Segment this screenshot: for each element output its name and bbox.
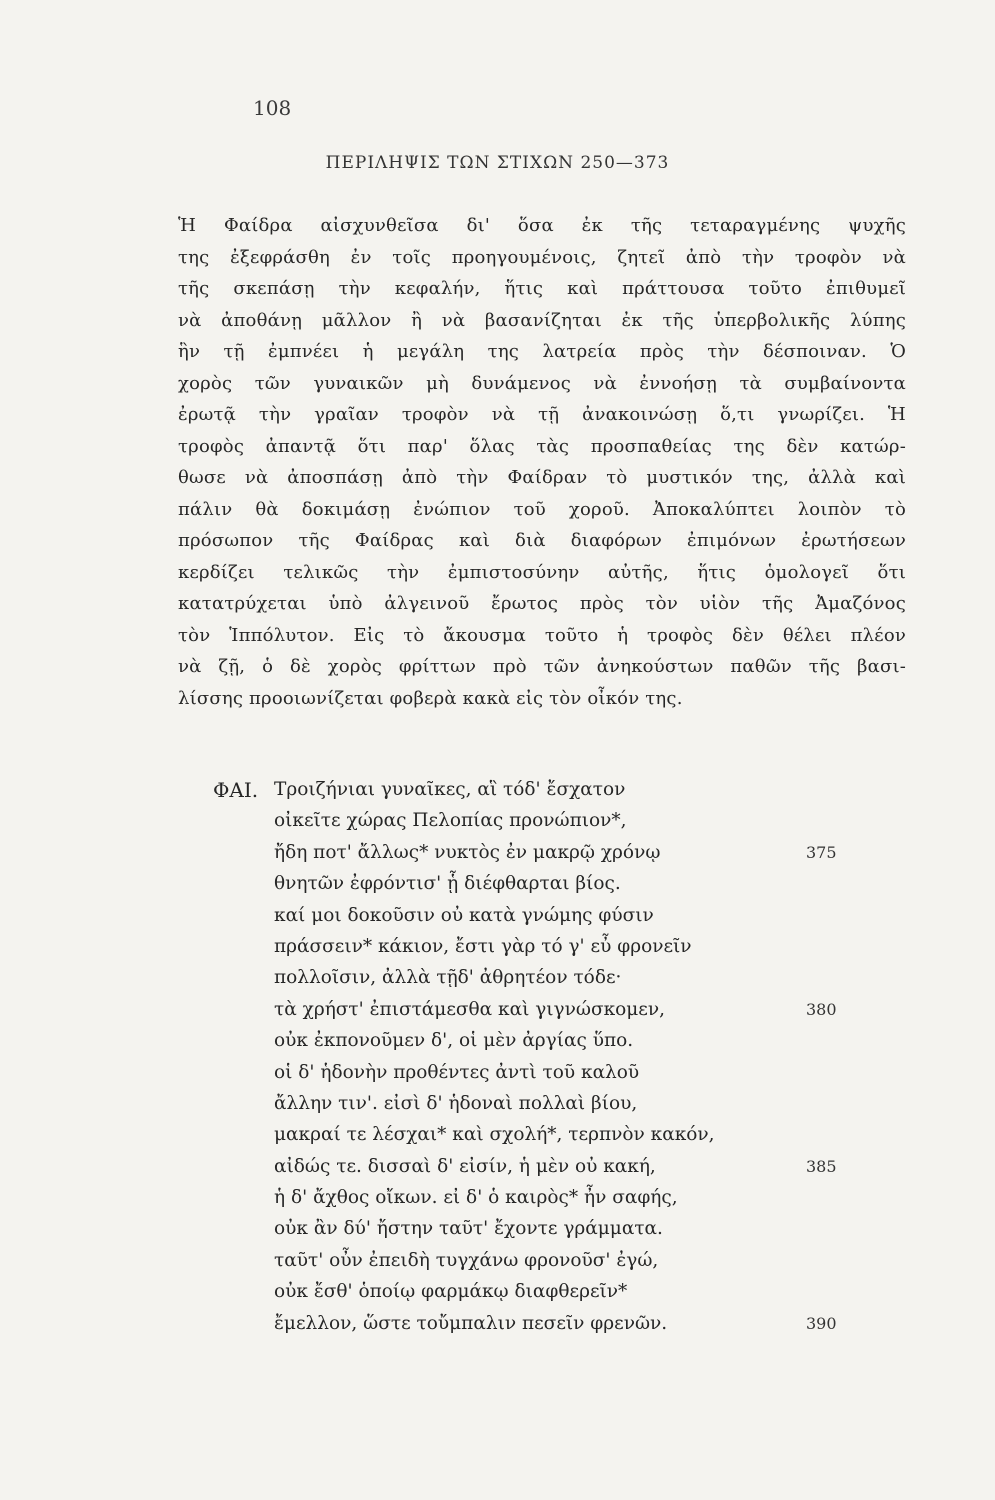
verse-line: [274, 962, 914, 993]
verse-line: [274, 837, 914, 868]
verse-line: [274, 1308, 914, 1339]
verse-text: ταῦτ' οὖν ἐπειδὴ τυγχάνω φρονοῦσ' ἐγώ,: [274, 1249, 659, 1271]
verse-text: οὐκ ἐκπονοῦμεν δ', οἱ μὲν ἀργίας ὕπο.: [274, 1030, 634, 1052]
summary-line: της ἐξεφράσθη ἐν τοῖς προηγουμένοις, ζητεῖ ἀπὸ τὴν τροφὸν νὰ: [178, 246, 906, 268]
line-number: 390: [806, 1313, 837, 1333]
verse-text: ἔμελλον, ὥστε τοὔμπαλιν πεσεῖν φρενῶν.: [274, 1312, 668, 1334]
verse-line: [274, 1025, 914, 1056]
verse-line: [274, 900, 914, 931]
verse-text: Τροιζήνιαι γυναῖκες, αἳ τόδ' ἔσχατον: [274, 779, 626, 800]
verse-text: ἤδη ποτ' ἄλλως* νυκτὸς ἐν μακρῷ χρόνῳ: [274, 841, 661, 863]
verse-text: θνητῶν ἐφρόντισ' ᾗ διέφθαρται βίος.: [274, 873, 621, 895]
verse-line: [274, 1245, 914, 1276]
verse-line: [274, 774, 914, 805]
summary-line: πάλιν θὰ δοκιμάσῃ ἐνώπιον τοῦ χοροῦ. Ἀποκαλύπτει λοιπὸν τὸ: [178, 498, 906, 520]
verse-text: ἡ δ' ἄχθος οἴκων. εἰ δ' ὁ καιρὸς* ἦν σαφής,: [274, 1187, 678, 1209]
summary-line: Ἡ Φαίδρα αἰσχυνθεῖσα δι' ὅσα ἐκ τῆς τεταραγμένης ψυχῆς: [178, 215, 906, 236]
verse-line: [274, 994, 914, 1025]
line-number: 385: [806, 1156, 837, 1176]
verse-text: ἄλλην τιν'. εἰσὶ δ' ἡδοναὶ πολλαὶ βίου,: [274, 1092, 638, 1114]
verse-line: [274, 1151, 914, 1182]
summary-line: ἣν τῇ ἐμπνέει ἡ μεγάλη της λατρεία πρὸς τὴν δέσποιναν. Ὁ: [178, 341, 906, 362]
summary-line: πρόσωπον τῆς Φαίδρας καὶ διὰ διαφόρων ἐπιμόνων ἐρωτήσεων: [178, 530, 906, 551]
verse-text: οὐκ ἔσθ' ὁποίῳ φαρμάκῳ διαφθερεῖν*: [274, 1281, 628, 1303]
line-number: 380: [806, 999, 837, 1019]
summary-line: νὰ ζῇ, ὁ δὲ χορὸς φρίττων πρὸ τῶν ἀνηκούστων παθῶν τῆς βασι-: [178, 656, 906, 677]
verse-line: [274, 1119, 914, 1150]
verse-text: οἰκεῖτε χώρας Πελοπίας προνώπιον*,: [274, 810, 627, 832]
verse-text: πράσσειν* κάκιον, ἔστι γὰρ τό γ' εὖ φρονεῖν: [274, 935, 692, 957]
verse-text: μακραί τε λέσχαι* καὶ σχολή*, τερπνὸν κακόν,: [274, 1124, 715, 1146]
verse-line: [274, 931, 914, 962]
summary-line: κερδίζει τελικῶς τὴν ἐμπιστοσύνην αὐτῆς, ἥτις ὁμολογεῖ ὅτι: [178, 561, 906, 583]
verse-line: [274, 868, 914, 899]
verse-line: [274, 1213, 914, 1244]
verse-line: [274, 1057, 914, 1088]
verse-line: [274, 1182, 914, 1213]
verse-text: οὐκ ἂν δύ' ἤστην ταῦτ' ἔχοντε γράμματα.: [274, 1218, 663, 1240]
summary-line: νὰ ἀποθάνῃ μᾶλλον ἢ νὰ βασανίζηται ἐκ τῆς ὑπερβολικῆς λύπης: [178, 309, 906, 331]
summary-line: κατατρύχεται ὑπὸ ἀλγεινοῦ ἔρωτος πρὸς τὸν υἱὸν τῆς Ἀμαζόνος: [178, 593, 906, 614]
verse-text: οἱ δ' ἡδονὴν προθέντες ἀντὶ τοῦ καλοῦ: [274, 1061, 640, 1083]
summary-line: χορὸς τῶν γυναικῶν μὴ δυνάμενος νὰ ἐννοήσῃ τὰ συμβαίνοντα: [178, 372, 906, 394]
speaker-label: ΦΑΙ.: [213, 778, 259, 802]
summary-line: τῆς σκεπάσῃ τὴν κεφαλήν, ἥτις καὶ πράττουσα τοῦτο ἐπιθυμεῖ: [178, 278, 906, 299]
summary-line: λίσσης προοιωνίζεται φοβερὰ κακὰ εἰς τὸν οἶκόν της.: [178, 687, 683, 709]
verse-line: [274, 1276, 914, 1307]
verse-text: αἰδώς τε. δισσαὶ δ' εἰσίν, ἡ μὲν οὐ κακή,: [274, 1155, 656, 1177]
summary-line: τὸν Ἱππόλυτον. Εἰς τὸ ἄκουσμα τοῦτο ἡ τροφὸς δὲν θέλει πλέον: [178, 624, 906, 646]
summary-paragraph: [178, 210, 906, 714]
verse-block: [274, 774, 914, 1339]
verse-text: τὰ χρήστ' ἐπιστάμεσθα καὶ γιγνώσκομεν,: [274, 998, 666, 1020]
verse-text: πολλοῖσιν, ἀλλὰ τῇδ' ἀθρητέον τόδε·: [274, 967, 622, 989]
page-number: 108: [253, 96, 292, 120]
summary-line: ἐρωτᾷ τὴν γραῖαν τροφὸν νὰ τῇ ἀνακοινώσῃ ὅ,τι γνωρίζει. Ἡ: [178, 404, 906, 425]
verse-line: [274, 1088, 914, 1119]
running-title: ΠΕΡΙΛΗΨΙΣ ΤΩΝ ΣΤΙΧΩΝ 250—373: [325, 153, 670, 173]
summary-line: τροφὸς ἀπαντᾷ ὅτι παρ' ὅλας τὰς προσπαθείας της δὲν κατώρ-: [178, 435, 906, 457]
line-number: 375: [806, 842, 837, 862]
verse-line: [274, 805, 914, 836]
summary-line: θωσε νὰ ἀποσπάσῃ ἀπὸ τὴν Φαίδραν τὸ μυστικόν της, ἀλλὰ καὶ: [178, 467, 906, 488]
verse-text: καί μοι δοκοῦσιν οὐ κατὰ γνώμης φύσιν: [274, 904, 654, 926]
